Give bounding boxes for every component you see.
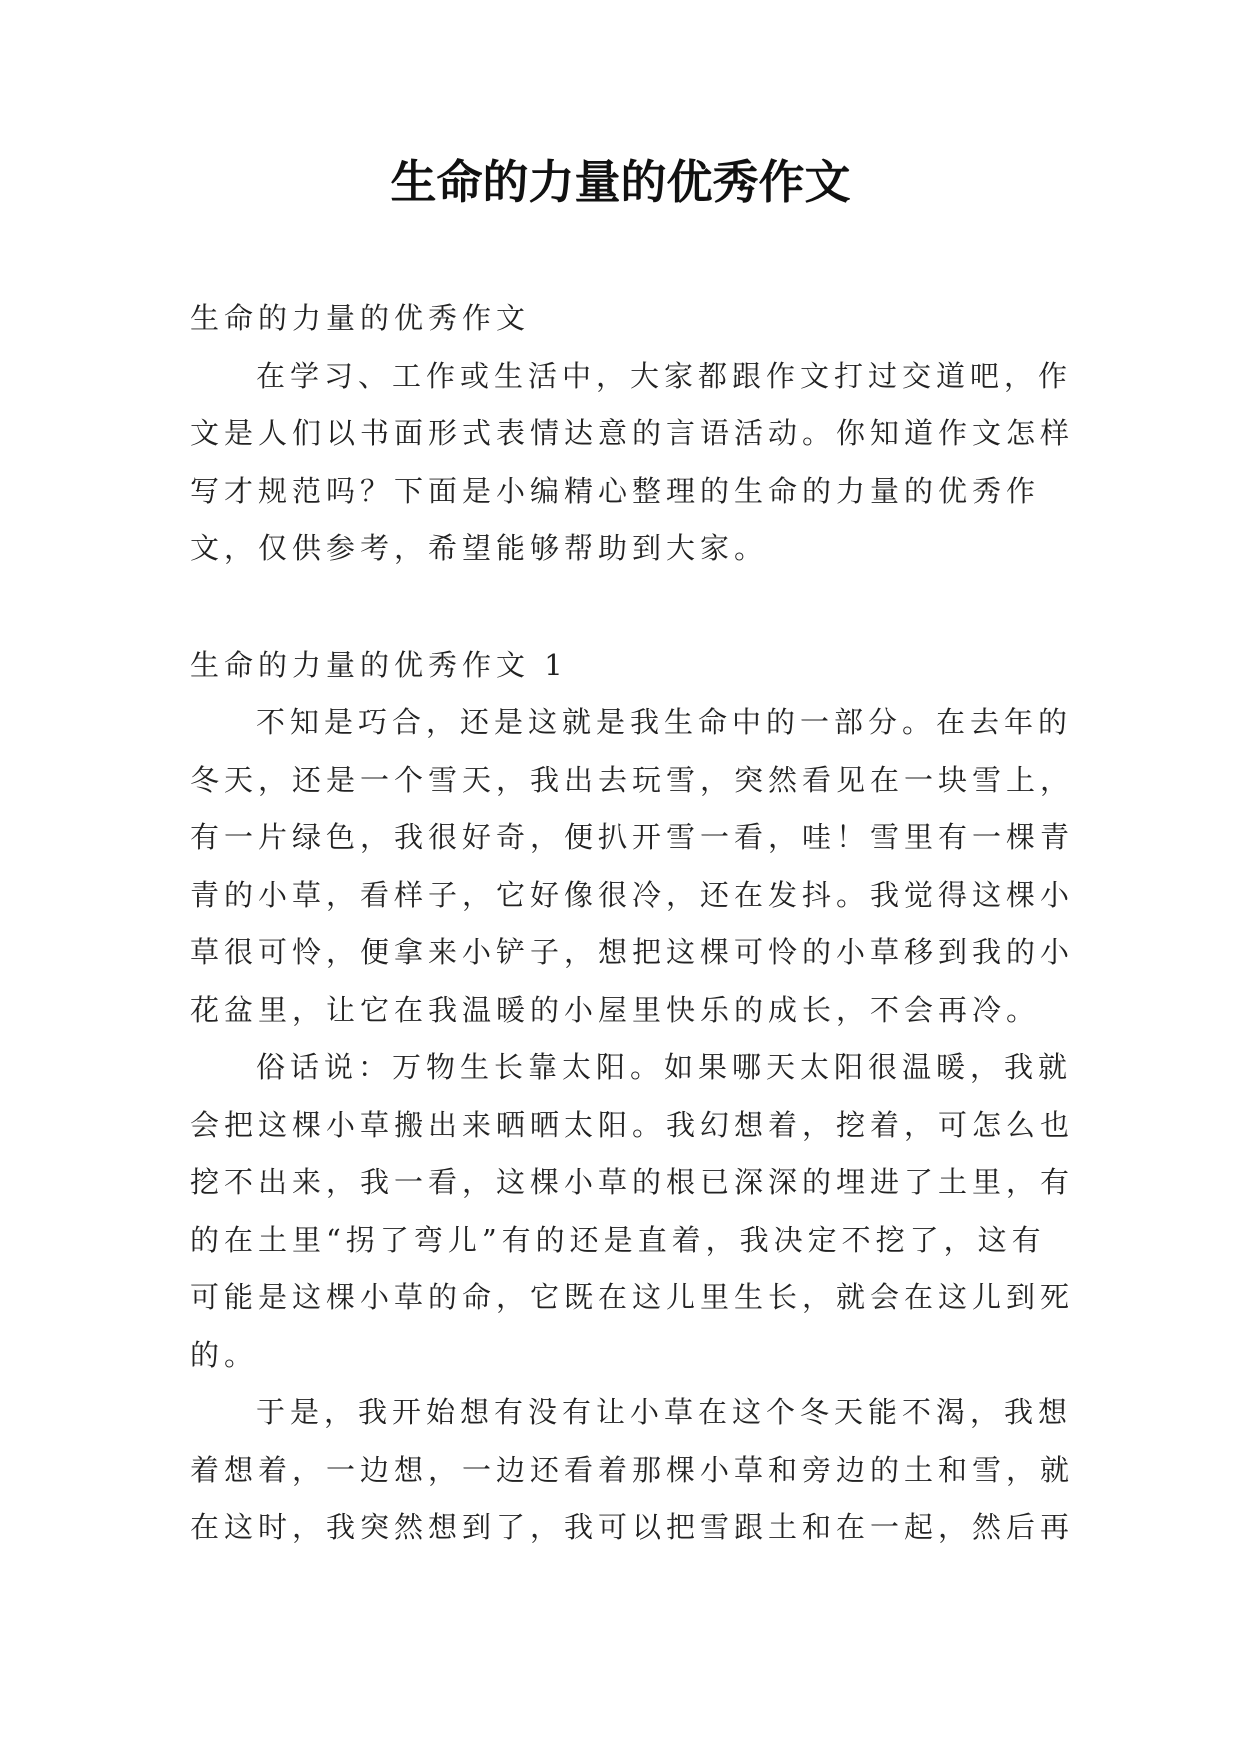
text-line: 草很可怜，便拿来小铲子，想把这棵可怜的小草移到我的小 [190,935,1075,969]
text-line: 挖不出来，我一看，这棵小草的根已深深的埋进了土里，有 [190,1165,1075,1199]
text-line: 写才规范吗？下面是小编精心整理的生命的力量的优秀作 [190,473,1041,508]
text-line: 于是，我开始想有没有让小草在这个冬天能不渴，我想 [256,1395,1073,1429]
text-line: 着想着，一边想，一边还看着那棵小草和旁边的土和雪，就 [190,1452,1075,1487]
text-line: 的。 [190,1337,259,1372]
text-line: 不知是巧合，还是这就是我生命中的一部分。在去年的 [256,705,1073,739]
text-line: 会把这棵小草搬出来晒晒太阳。我幻想着，挖着，可怎么也 [190,1107,1075,1142]
document-body [190,290,1075,1557]
text-line: 文是人们以书面形式表情达意的言语活动。你知道作文怎样 [190,416,1075,450]
section-spacer [190,578,1050,637]
essay-heading: 生命的力量的优秀作文 1 [190,647,568,682]
intro-paragraph [190,348,1075,578]
essay-paragraph-1 [190,694,1075,1039]
text-line: 俗话说：万物生长靠太阳。如果哪天太阳很温暖，我就 [256,1050,1073,1084]
text-line: 有一片绿色，我很好奇，便扒开雪一看，哇！雪里有一棵青 [190,820,1075,854]
text-line: 可能是这棵小草的命，它既在这儿里生长，就会在这儿到死 [190,1280,1075,1314]
text-line: 冬天，还是一个雪天，我出去玩雪，突然看见在一块雪上， [190,762,1075,797]
document-subtitle: 生命的力量的优秀作文 [190,301,531,335]
text-line: 的在土里“拐了弯儿”有的还是直着，我决定不挖了，这有 [190,1222,1046,1257]
document-title: 生命的力量的优秀作文 [390,155,851,209]
text-line: 在这时，我突然想到了，我可以把雪跟土和在一起，然后再 [190,1510,1075,1544]
text-line: 文，仅供参考，希望能够帮助到大家。 [190,531,769,565]
text-line: 在学习、工作或生活中，大家都跟作文打过交道吧，作 [256,358,1073,393]
essay-paragraph-3 [190,1384,1075,1557]
text-line: 花盆里，让它在我温暖的小屋里快乐的成长，不会再冷。 [190,992,1041,1027]
essay-paragraph-2 [190,1039,1075,1384]
text-line: 青的小草，看样子，它好像很冷，还在发抖。我觉得这棵小 [190,877,1075,912]
